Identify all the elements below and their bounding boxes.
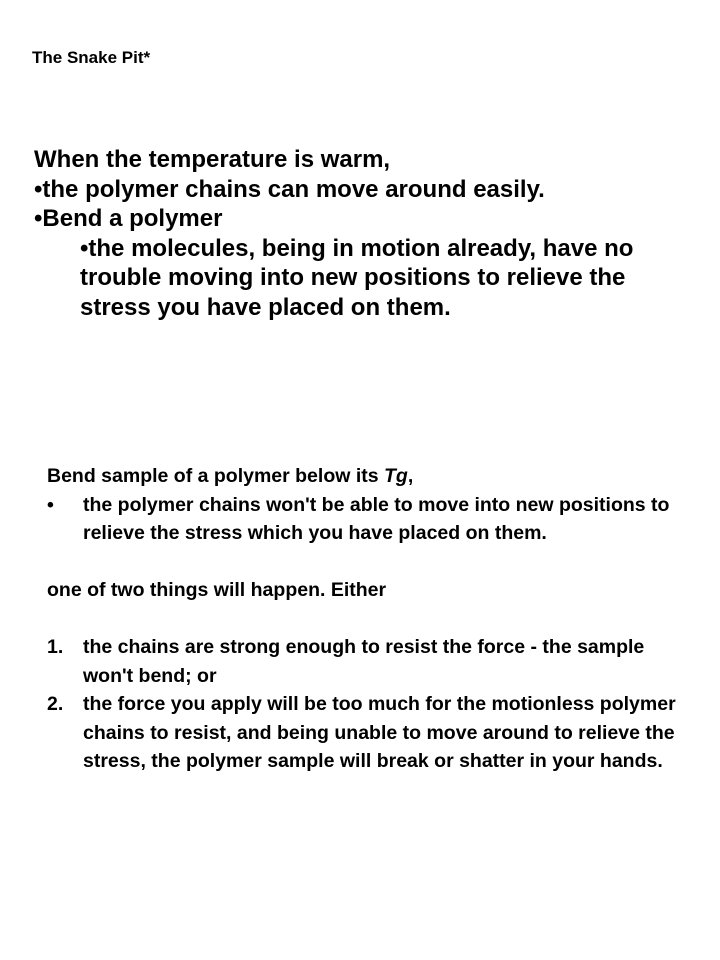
bullet-mark: • bbox=[80, 234, 89, 262]
list-item bbox=[47, 633, 697, 690]
warm-bullet-2 bbox=[34, 204, 704, 234]
list-item-text: the force you apply will be too much for the motionless polymer chains to resist, and being unable to move around to relieve the stress, the polymer sample will break or shatter in your hands. bbox=[83, 693, 676, 772]
bullet-mark: • bbox=[47, 493, 54, 516]
cold-lead-prefix: Bend sample of a polymer below its bbox=[47, 465, 384, 487]
spacer bbox=[47, 605, 697, 634]
cold-lead-suffix: , bbox=[407, 465, 414, 487]
tg-symbol: Tg bbox=[384, 465, 408, 487]
list-item bbox=[47, 690, 697, 776]
cold-temperature-section bbox=[47, 462, 697, 776]
warm-lead: When the temperature is warm, bbox=[34, 146, 391, 173]
warm-temperature-section bbox=[34, 145, 704, 322]
list-number: 2. bbox=[47, 693, 64, 715]
list-number: 1. bbox=[47, 636, 64, 658]
warm-bullet-2-text: Bend a polymer bbox=[42, 205, 223, 232]
slide-title: The Snake Pit* bbox=[32, 48, 151, 67]
bullet-mark: • bbox=[34, 175, 43, 203]
warm-sub-bullet bbox=[80, 234, 700, 323]
spacer bbox=[47, 548, 697, 577]
cold-lead bbox=[47, 462, 697, 491]
cold-bullet bbox=[47, 491, 697, 548]
warm-bullet-1-text: the polymer chains can move around easily. bbox=[42, 175, 545, 203]
list-item-text: the chains are strong enough to resist the force - the sample won't bend; or bbox=[83, 636, 645, 687]
bullet-mark: • bbox=[34, 205, 43, 232]
cold-bullet-text: the polymer chains won't be able to move into new positions to relieve the stress which you have placed on them. bbox=[83, 493, 670, 544]
warm-sub-bullet-text: the molecules, being in motion already, have no trouble moving into new positions to relieve the stress you have placed on them. bbox=[80, 234, 634, 321]
warm-bullet-1 bbox=[34, 175, 704, 205]
either-line: one of two things will happen. Either bbox=[47, 579, 387, 601]
